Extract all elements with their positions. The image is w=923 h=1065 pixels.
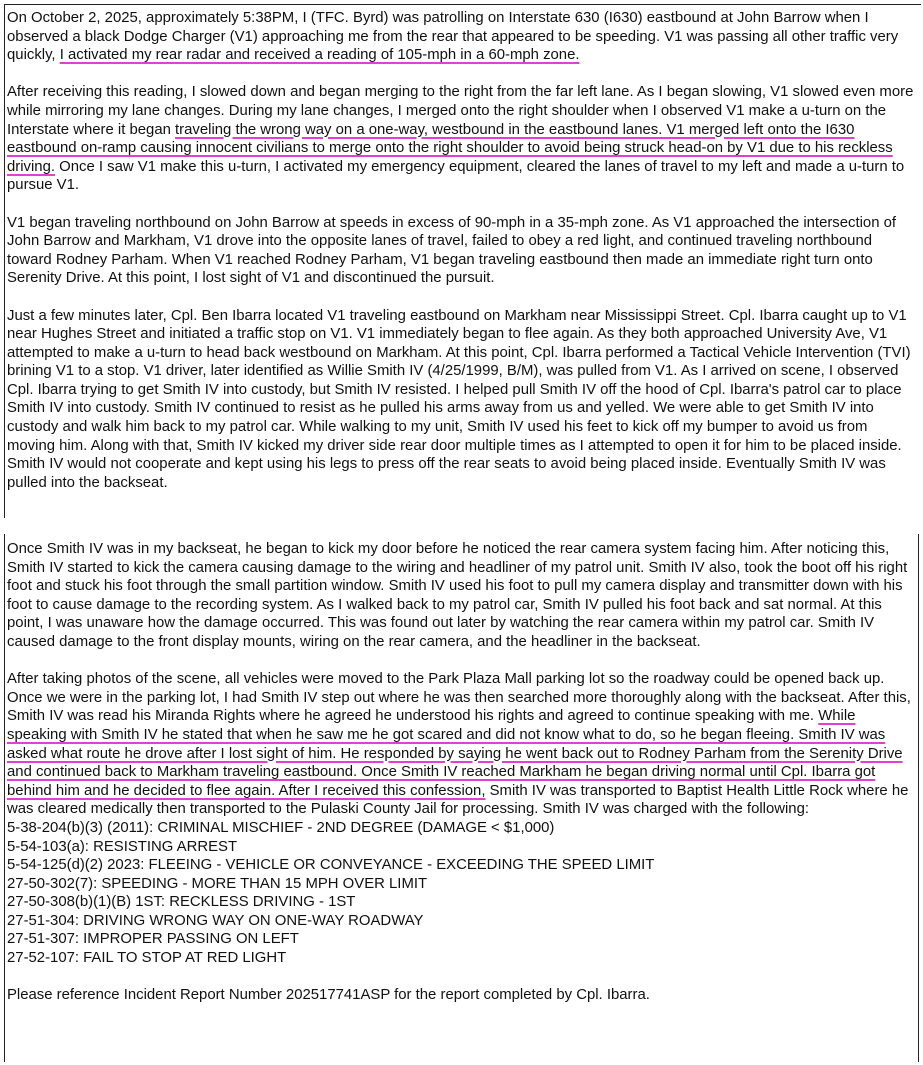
paragraph-radar	[7, 9, 919, 65]
paragraph-pursuit: V1 began traveling northbound on John Barrow at speeds in excess of 90-mph in a 35-mph zone. As V1 approached the intersection of John Barrow and Markham, V1 drove into the opposite lanes of travel, failed to obey a red light, and continued traveling northbound toward Rodney Parham. When V1 reached Rodney Parham, V1 began traveling eastbound then made an immediate right turn onto Serenity Drive. At this point, I lost sight of V1 and discontinued the pursuit.	[7, 214, 897, 287]
narrative-text-top	[7, 9, 919, 492]
charge-item: 27-52-107: FAIL TO STOP AT RED LIGHT	[7, 950, 287, 967]
paragraph-confession-before: After taking photos of the scene, all vehicles were moved to the Park Plaza Mall parking lot so the roadway could be opened back up. Once we were in the parking lot, I had Smith IV step out where he was then searched more thoroughly along with the backseat. After this, Smith IV was read his Miranda Rights where he agreed he understood his rights and agreed to continue speaking with me.	[7, 671, 911, 725]
paragraph-damage: Once Smith IV was in my backseat, he began to kick my door before he noticed the rear camera system facing him. After noticing this, Smith IV started to kick the camera causing damage to the wiring and headliner of my patrol unit. Smith IV also, took the boot off his right foot and stuck his foot through the small partition window. Smith IV used his foot to pull my camera display and transmitter down with his foot to cause damage to the recording system. As I walked back to my patrol car, Smith IV pulled his foot back and sat normal. At this point, I was unaware how the damage occurred. This was found out later by watching the rear camera within my patrol car. Smith IV caused damage to the front display mounts, wiring on the rear camera, and the headliner in the backseat.	[7, 541, 908, 650]
report-panel-bottom	[4, 534, 919, 1062]
charges-list	[7, 819, 916, 968]
charge-item: 5-54-103(a): RESISTING ARREST	[7, 838, 238, 855]
paragraph-arrest: Just a few minutes later, Cpl. Ben Ibarra located V1 traveling eastbound on Markham near Mississippi Street. Cpl. Ibarra caught up to V1 near Hughes Street and initiated a traffic stop on V1. V1 immediately began to flee again. As they both approached University Ave, V1 attempted to make a u-turn to head back westbound on Markham. At this point, Cpl. Ibarra performed a Tactical Vehicle Intervention (TVI) brining V1 to a stop. V1 driver, later identified as Willie Smith IV (4/25/1999, B/M), was pulled from V1. As I arrived on scene, I observed Cpl. Ibarra trying to get Smith IV into custody, but Smith IV resisted. I helped pull Smith IV off the hood of Cpl. Ibarra's patrol car to place Smith IV into custody. Smith IV continued to resist as he pulled his arms away from us and yelled. We were able to get Smith IV into custody and walk him back to my patrol car. While walking to my unit, Smith IV used his feet to kick off my bumper to avoid us from moving him. Along with that, Smith IV kicked my driver side rear door multiple times as I attempted to open it for him to be placed inside. Smith IV would not cooperate and kept using his legs to press off the rear seats to avoid being placed inside. Eventually Smith IV was pulled into the backseat.	[7, 307, 911, 491]
charge-item: 5-54-125(d)(2) 2023: FLEEING - VEHICLE OR CONVEYANCE - EXCEEDING THE SPEED LIMIT	[7, 857, 655, 874]
paragraph-wrong-way-after: Once I saw V1 make this u-turn, I activated my emergency equipment, cleared the lanes of travel to my left and made a u-turn to pursue V1.	[7, 158, 905, 194]
highlighted-confession: While speaking with Smith IV he stated that when he saw me he got scared and did not know what to do, so he began fleeing. Smith IV was asked what route he drove after I lost sight of him. He responded by saying he went back out to Rodney Parham from the Serenity Drive and continued back to Markham traveling eastbound. Once Smith IV reached Markham he began driving normal until Cpl. Ibarra got behind him and he decided to flee again. After I received this confession,	[7, 708, 903, 799]
charge-item: 27-50-302(7): SPEEDING - MORE THAN 15 MPH OVER LIMIT	[7, 875, 428, 892]
charge-item: 5-38-204(b)(3) (2011): CRIMINAL MISCHIEF - 2ND DEGREE (DAMAGE < $1,000)	[7, 819, 555, 836]
paragraph-confession-after: Smith IV was transported to Baptist Health Little Rock where he was cleared medically then transported to the Pulaski County Jail for processing. Smith IV was charged with the following:	[7, 782, 909, 818]
report-panel-top	[4, 4, 921, 518]
paragraph-confession	[7, 670, 916, 819]
charge-item: 27-50-308(b)(1)(B) 1ST: RECKLESS DRIVING - 1ST	[7, 894, 356, 911]
paragraph-wrong-way	[7, 83, 919, 195]
highlighted-wrong-way: traveling the wrong way on a one-way, westbound in the eastbound lanes. V1 merged left onto the I630 eastbound on-ramp causing innocent civilians to merge onto the right shoulder to avoid being struck head-on by V1 due to his reckless driving.	[7, 121, 893, 175]
charge-item: 27-51-304: DRIVING WRONG WAY ON ONE-WAY ROADWAY	[7, 912, 424, 929]
paragraph-radar-text: On October 2, 2025, approximately 5:38PM, I (TFC. Byrd) was patrolling on Interstate 630 (I630) eastbound at John Barrow when I observed a black Dodge Charger (V1) approaching me from the rear that appeared to be speeding. V1 was passing all other traffic very quickly,	[7, 10, 899, 64]
charge-item: 27-51-307: IMPROPER PASSING ON LEFT	[7, 931, 299, 948]
paragraph-wrong-way-before: After receiving this reading, I slowed down and began merging to the right from the far left lane. As I began slowing, V1 slowed even more while mirroring my lane changes. During my lane changes, I merged onto the right shoulder when I observed V1 make a u-turn on the Interstate where it began	[7, 84, 914, 138]
paragraph-reference: Please reference Incident Report Number 202517741ASP for the report completed by Cpl. Ibarra.	[7, 987, 650, 1004]
highlighted-radar-reading: I activated my rear radar and received a reading of 105-mph in a 60-mph zone.	[59, 47, 580, 64]
narrative-text-bottom	[7, 540, 916, 1005]
